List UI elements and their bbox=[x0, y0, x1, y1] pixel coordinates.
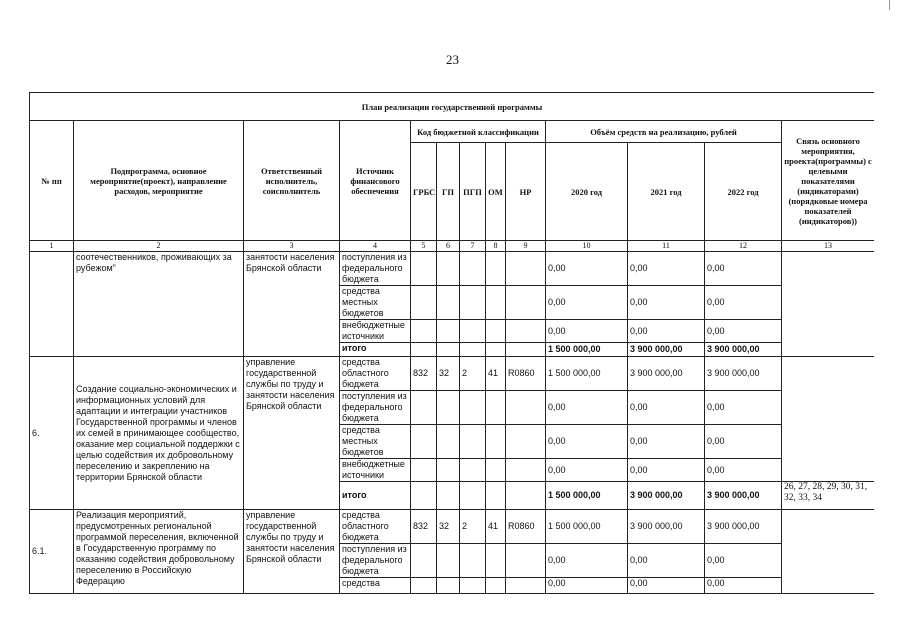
amount-2020: 0,00 bbox=[546, 459, 628, 482]
amount-2021: 3 900 000,00 bbox=[628, 510, 705, 544]
amount-2021: 0,00 bbox=[628, 391, 705, 425]
amount-2020: 1 500 000,00 bbox=[546, 510, 628, 544]
funding-source-total: итого bbox=[340, 343, 411, 357]
amount-2021: 0,00 bbox=[628, 425, 705, 459]
amount-2020: 0,00 bbox=[546, 578, 628, 594]
scan-mark bbox=[889, 0, 890, 10]
column-number: 9 bbox=[506, 241, 546, 252]
header-funds: Объём средств на реализацию, рублей bbox=[546, 121, 782, 143]
column-number: 13 bbox=[782, 241, 875, 252]
column-number: 10 bbox=[546, 241, 628, 252]
amount-2020: 0,00 bbox=[546, 544, 628, 578]
amount-2020: 1 500 000,00 bbox=[546, 357, 628, 391]
amount-2020: 0,00 bbox=[546, 425, 628, 459]
amount-2022-total: 3 900 000,00 bbox=[705, 343, 782, 357]
header-budget-code: Код бюджетной классификации bbox=[411, 121, 546, 143]
funding-source: внебюджетные источники bbox=[340, 459, 411, 482]
funding-source: средства местных бюджетов bbox=[340, 286, 411, 320]
executor: занятости населения Брянской области bbox=[244, 252, 340, 357]
code-pgp: 2 bbox=[460, 357, 486, 391]
header-2022: 2022 год bbox=[705, 143, 782, 241]
activity-name: Создание социально-экономических и информационных условий для адаптации и интеграции участников Государственной программы и членов их семей в принимающее сообщество, оказание мер социальной поддержки с целью содействия их добровольному переселению и закреплению на территории Брянской области bbox=[74, 357, 244, 510]
amount-2020: 0,00 bbox=[546, 286, 628, 320]
column-number: 4 bbox=[340, 241, 411, 252]
funding-source-total: итого bbox=[340, 482, 411, 510]
header-2020: 2020 год bbox=[546, 143, 628, 241]
table-title: План реализации государственной программы bbox=[30, 93, 875, 121]
indicator-link-empty bbox=[782, 510, 875, 594]
column-number: 1 bbox=[30, 241, 74, 252]
amount-2022: 3 900 000,00 bbox=[705, 357, 782, 391]
header-om: ОМ bbox=[486, 143, 506, 241]
amount-2021-total: 3 900 000,00 bbox=[628, 482, 705, 510]
amount-2021: 0,00 bbox=[628, 252, 705, 286]
header-pgp: ПГП bbox=[460, 143, 486, 241]
code-om: 41 bbox=[486, 510, 506, 544]
indicator-link: 26, 27, 28, 29, 30, 31, 32, 33, 34 bbox=[782, 482, 875, 510]
code-nr: R0860 bbox=[506, 357, 546, 391]
code-om: 41 bbox=[486, 357, 506, 391]
code-gp: 32 bbox=[437, 357, 460, 391]
amount-2021: 0,00 bbox=[628, 578, 705, 594]
amount-2021-total: 3 900 000,00 bbox=[628, 343, 705, 357]
amount-2022: 3 900 000,00 bbox=[705, 510, 782, 544]
column-number: 6 bbox=[437, 241, 460, 252]
amount-2021: 0,00 bbox=[628, 459, 705, 482]
column-number: 12 bbox=[705, 241, 782, 252]
amount-2020-total: 1 500 000,00 bbox=[546, 482, 628, 510]
amount-2020: 0,00 bbox=[546, 252, 628, 286]
program-plan-sheet bbox=[29, 92, 874, 602]
header-2021: 2021 год bbox=[628, 143, 705, 241]
funding-source: поступления из федерального бюджета bbox=[340, 252, 411, 286]
column-number: 7 bbox=[460, 241, 486, 252]
amount-2022: 0,00 bbox=[705, 544, 782, 578]
amount-2022: 0,00 bbox=[705, 425, 782, 459]
header-grbs: ГРБС bbox=[411, 143, 437, 241]
funding-source: средства областного бюджета bbox=[340, 357, 411, 391]
amount-2022: 0,00 bbox=[705, 578, 782, 594]
column-number: 3 bbox=[244, 241, 340, 252]
activity-name: соотечественников, проживающих за рубежом" bbox=[74, 252, 244, 357]
activity-name: Реализация мероприятий, предусмотренных региональной программой переселения, включенной в Государственную программу по оказанию содействия добровольному переселению в Российскую Федерацию bbox=[74, 510, 244, 594]
header-num: № пп bbox=[30, 121, 74, 241]
funding-source: поступления из федерального бюджета bbox=[340, 391, 411, 425]
code-pgp: 2 bbox=[460, 510, 486, 544]
funding-source: средства bbox=[340, 578, 411, 594]
amount-2020: 0,00 bbox=[546, 391, 628, 425]
amount-2022: 0,00 bbox=[705, 320, 782, 343]
column-number: 8 bbox=[486, 241, 506, 252]
indicator-link bbox=[782, 252, 875, 357]
amount-2022: 0,00 bbox=[705, 459, 782, 482]
row-number: 6. bbox=[30, 357, 74, 510]
amount-2021: 0,00 bbox=[628, 320, 705, 343]
header-indicator-link: Связь основного мероприятия, проекта(программы) с целевыми показателями (индикаторами) (порядковые номера показателей (индикаторов)) bbox=[782, 121, 875, 241]
column-number: 5 bbox=[411, 241, 437, 252]
amount-2021: 0,00 bbox=[628, 544, 705, 578]
funding-source: средства областного бюджета bbox=[340, 510, 411, 544]
code-grbs: 832 bbox=[411, 357, 437, 391]
row-number: 6.1. bbox=[30, 510, 74, 594]
header-gp: ГП bbox=[437, 143, 460, 241]
amount-2022: 0,00 bbox=[705, 286, 782, 320]
header-source: Источник финансового обеспечения bbox=[340, 121, 411, 241]
code-grbs: 832 bbox=[411, 510, 437, 544]
executor: управление государственной службы по труду и занятости населения Брянской области bbox=[244, 510, 340, 594]
header-name: Подпрограмма, основное мероприятие(проект), направление расходов, мероприятие bbox=[74, 121, 244, 241]
code-gp: 32 bbox=[437, 510, 460, 544]
header-executor: Ответственный исполнитель, соисполнитель bbox=[244, 121, 340, 241]
column-number: 2 bbox=[74, 241, 244, 252]
amount-2020: 0,00 bbox=[546, 320, 628, 343]
amount-2022: 0,00 bbox=[705, 252, 782, 286]
amount-2022: 0,00 bbox=[705, 391, 782, 425]
column-number: 11 bbox=[628, 241, 705, 252]
amount-2022-total: 3 900 000,00 bbox=[705, 482, 782, 510]
funding-source: внебюджетные источники bbox=[340, 320, 411, 343]
page-number: 23 bbox=[446, 52, 459, 67]
executor: управление государственной службы по труду и занятости населения Брянской области bbox=[244, 357, 340, 510]
funding-source: поступления из федерального бюджета bbox=[340, 544, 411, 578]
amount-2020-total: 1 500 000,00 bbox=[546, 343, 628, 357]
indicator-link-empty bbox=[782, 357, 875, 482]
row-number bbox=[30, 252, 74, 357]
amount-2021: 0,00 bbox=[628, 286, 705, 320]
code-nr: R0860 bbox=[506, 510, 546, 544]
funding-source: средства местных бюджетов bbox=[340, 425, 411, 459]
header-nr: НР bbox=[506, 143, 546, 241]
program-plan-table bbox=[29, 92, 874, 594]
amount-2021: 3 900 000,00 bbox=[628, 357, 705, 391]
